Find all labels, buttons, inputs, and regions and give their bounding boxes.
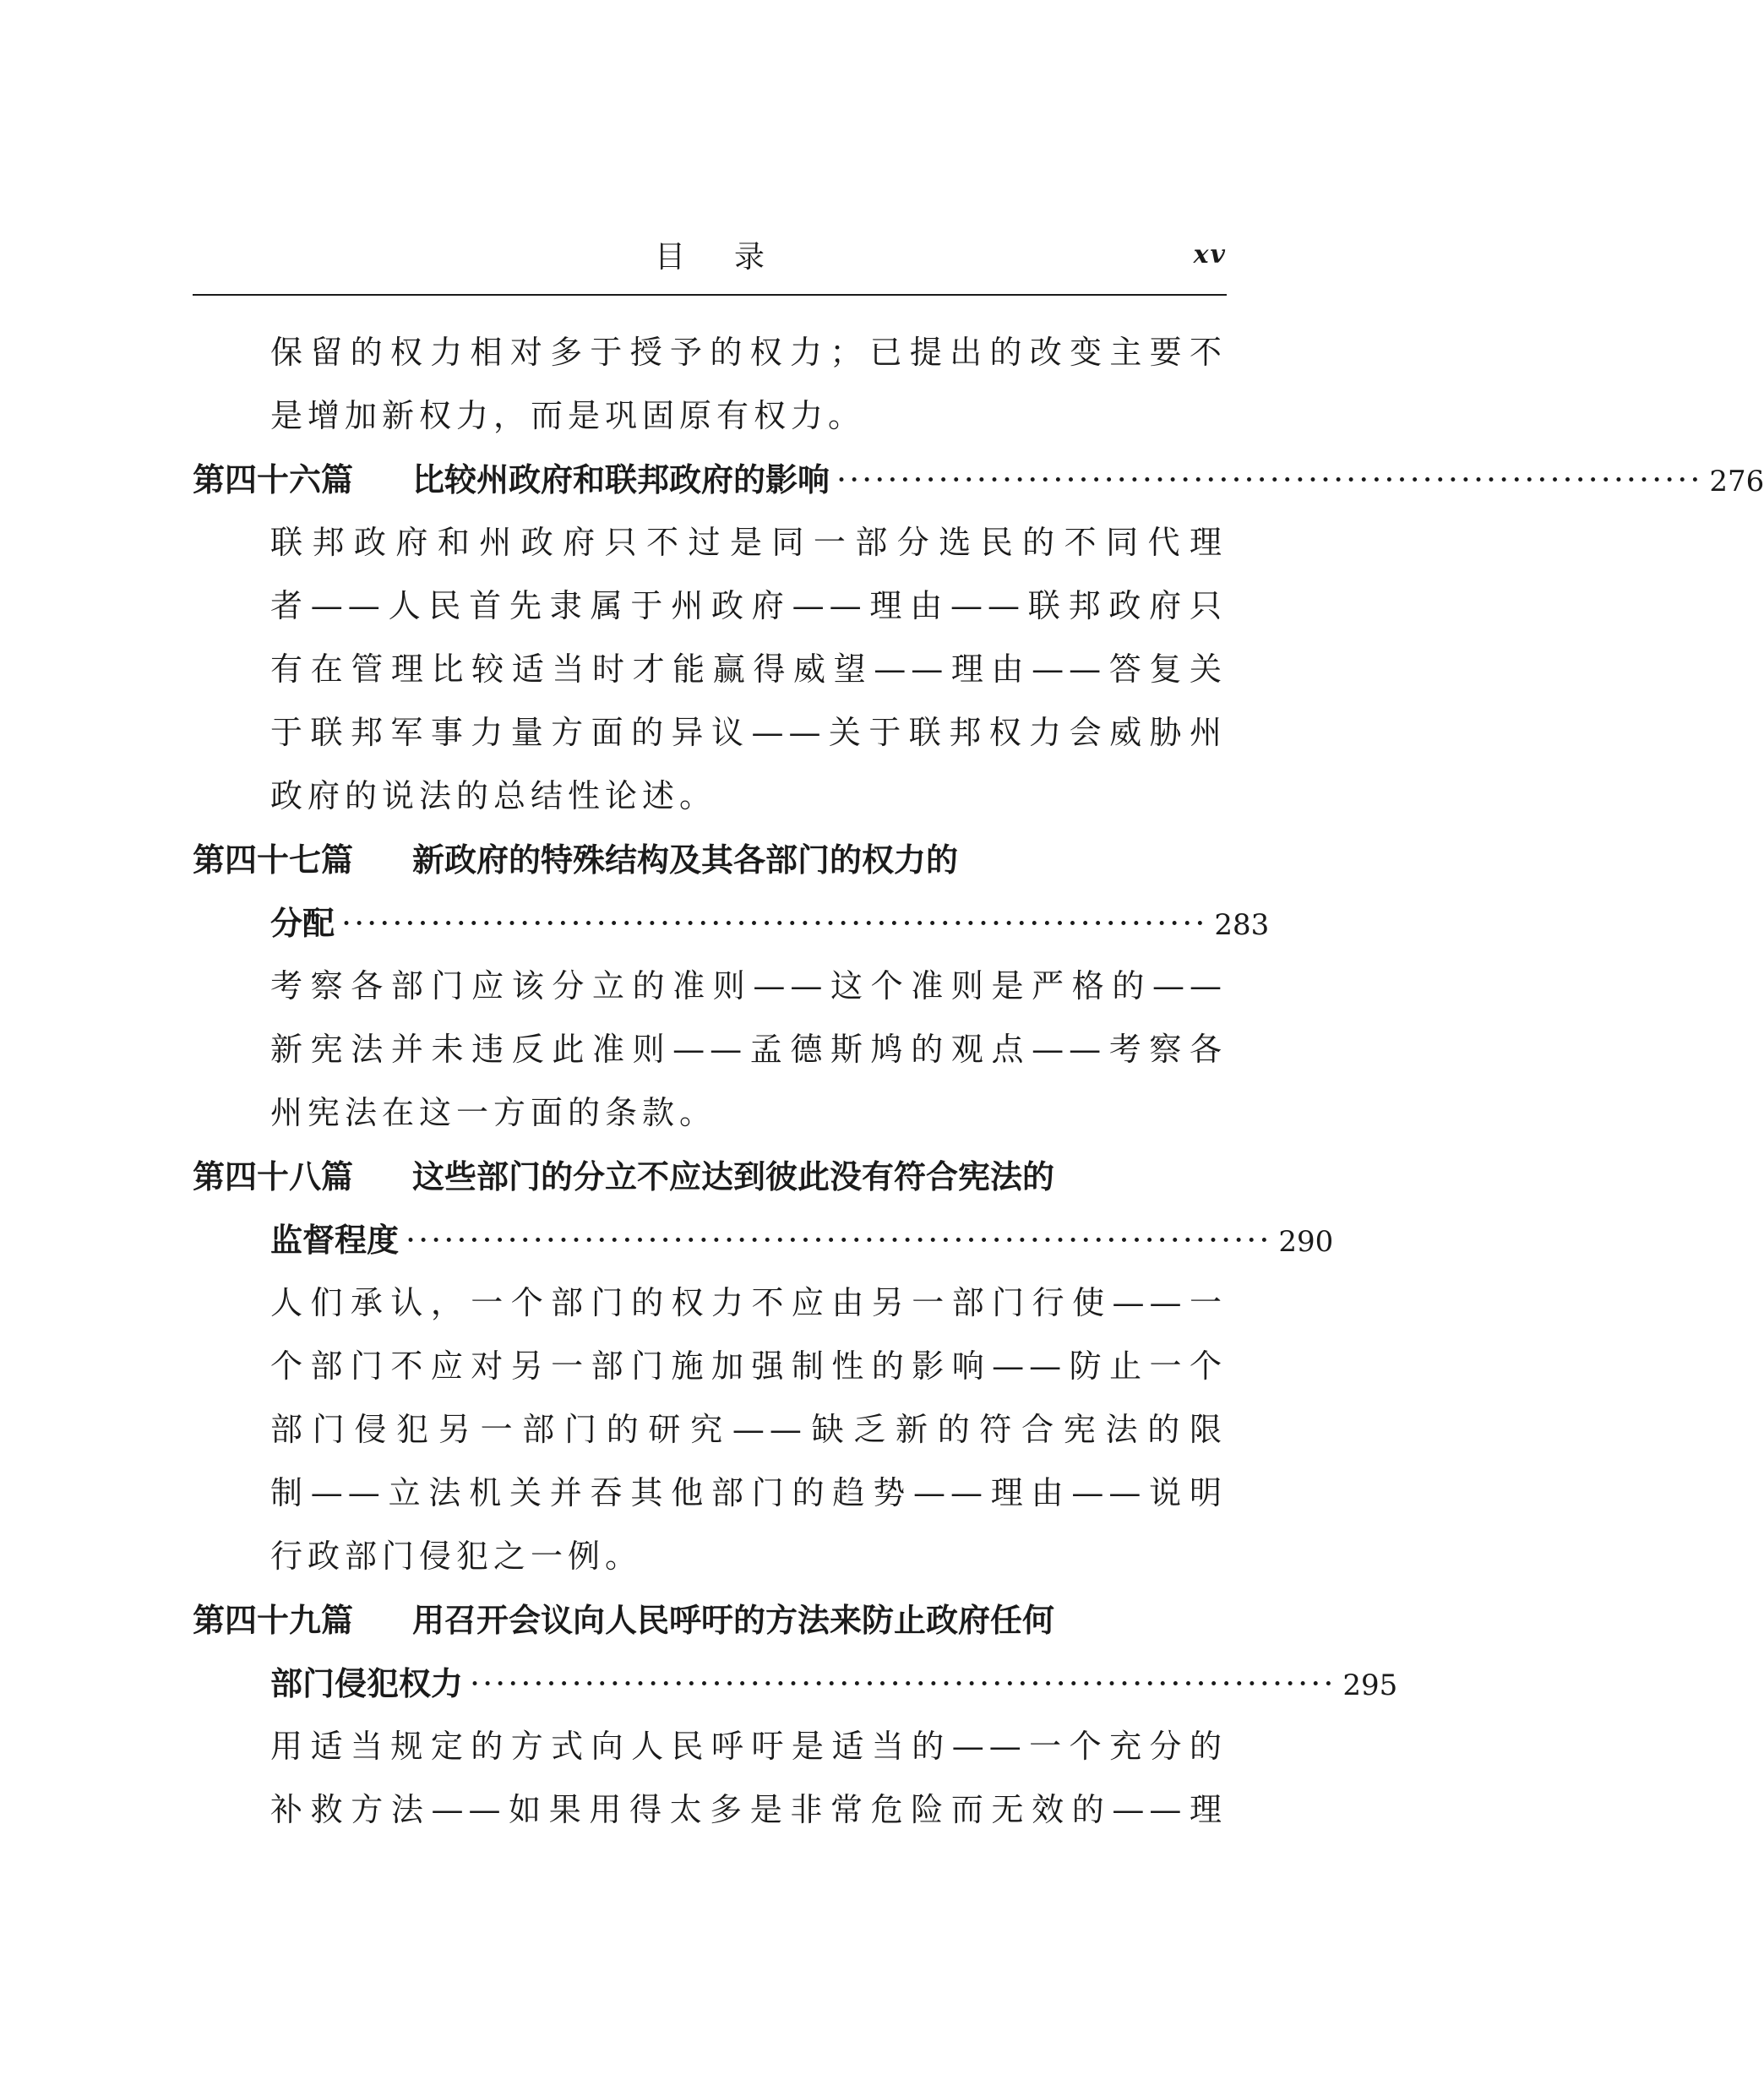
summary-line: 补救方法——如果用得太多是非常危险而无效的——理 xyxy=(270,1791,1227,1828)
leader-dots: ···································································· xyxy=(836,461,1703,498)
summary-line: 于联邦军事力量方面的异议——关于联邦权力会威胁州 xyxy=(270,714,1227,751)
summary-line: 联邦政府和州政府只不过是同一部分选民的不同代理 xyxy=(270,524,1227,561)
entry-page: 290 xyxy=(1278,1225,1334,1259)
running-header xyxy=(193,228,1227,296)
chapter-title-cont: 部门侵犯权力 xyxy=(270,1664,464,1702)
chapter-title: 用召开会议向人民呼吁的方法来防止政府任何 xyxy=(412,1601,1055,1639)
summary-line: 用适当规定的方式向人民呼吁是适当的——一个充分的 xyxy=(270,1728,1227,1765)
leader-dots: ···································································· xyxy=(406,1222,1272,1259)
leader-dots: ···································································· xyxy=(341,905,1208,942)
summary-line: 制——立法机关并吞其他部门的趋势——理由——说明 xyxy=(270,1474,1227,1511)
chapter-title: 新政府的特殊结构及其各部门的权力的 xyxy=(412,841,959,879)
entry-page: 276 xyxy=(1709,465,1764,498)
header-title: 目录 xyxy=(654,240,814,275)
toc-entry-48-cont[interactable] xyxy=(193,1208,1334,1271)
toc-entry-49[interactable] xyxy=(193,1588,1227,1652)
toc-content xyxy=(193,321,1764,1842)
chapter-number: 第四十七篇 xyxy=(193,841,354,879)
summary-line: 者——人民首先隶属于州政府——理由——联邦政府只 xyxy=(270,587,1227,624)
chapter-title: 比较州政府和联邦政府的影响 xyxy=(412,460,830,498)
summary-line: 是增加新权力，而是巩固原有权力。 xyxy=(270,397,866,434)
summary-line: 保留的权力相对多于授予的权力；已提出的改变主要不 xyxy=(270,334,1227,371)
leader-dots: ···································································· xyxy=(470,1665,1337,1702)
chapter-title: 这些部门的分立不应达到彼此没有符合宪法的 xyxy=(412,1157,1055,1195)
toc-entry-49-cont[interactable] xyxy=(193,1652,1398,1715)
chapter-title-cont: 分配 xyxy=(270,904,335,942)
summary-line: 新宪法并未违反此准则——孟德斯鸠的观点——考察各 xyxy=(270,1031,1227,1068)
toc-entry-47-cont[interactable] xyxy=(193,891,1270,955)
summary-line: 政府的说法的总结性论述。 xyxy=(270,777,717,814)
toc-entry-47[interactable] xyxy=(193,828,1227,891)
summary-line: 个部门不应对另一部门施加强制性的影响——防止一个 xyxy=(270,1347,1227,1385)
chapter-number: 第四十九篇 xyxy=(193,1601,354,1639)
entry-page: 283 xyxy=(1214,908,1270,942)
summary-line: 有在管理比较适当时才能赢得威望——理由——答复关 xyxy=(270,651,1227,688)
summary-line: 部门侵犯另一部门的研究——缺乏新的符合宪法的限 xyxy=(270,1411,1227,1448)
toc-entry-48[interactable] xyxy=(193,1145,1227,1208)
chapter-number: 第四十八篇 xyxy=(193,1157,354,1195)
summary-line: 州宪法在这一方面的条款。 xyxy=(270,1094,717,1131)
chapter-title-cont: 监督程度 xyxy=(270,1221,400,1259)
toc-entry-46[interactable] xyxy=(193,448,1764,511)
chapter-number: 第四十六篇 xyxy=(193,460,354,498)
entry-page: 295 xyxy=(1342,1669,1398,1702)
summary-line: 行政部门侵犯之一例。 xyxy=(270,1538,643,1575)
page-number: xv xyxy=(1193,240,1227,269)
summary-line: 考察各部门应该分立的准则——这个准则是严格的—— xyxy=(270,967,1227,1004)
summary-line: 人们承认，一个部门的权力不应由另一部门行使——一 xyxy=(270,1284,1227,1321)
